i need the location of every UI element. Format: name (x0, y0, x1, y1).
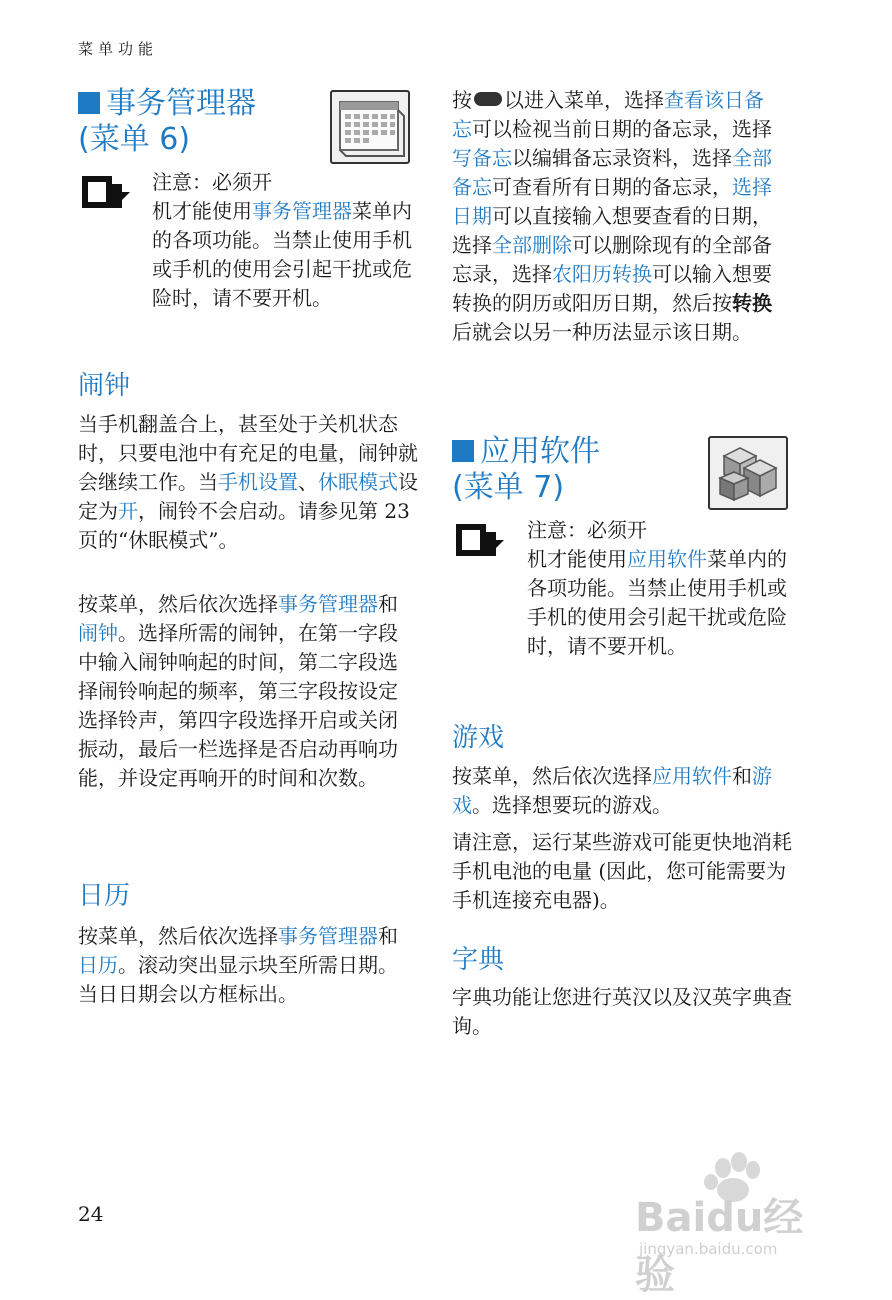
calendar-paragraph-1: 按菜单，然后依次选择事务管理器和日历。滚动突出显示块至所需日期。当日日期会以方框标出。 (78, 924, 398, 1006)
menu6-note-body: 机才能使用事务管理器菜单内的各项功能。当禁止使用手机或手机的使用会引起干扰或危险时，请不要开机。 (152, 199, 412, 310)
page-number: 24 (78, 1202, 104, 1226)
calendar-heading: 日历 (78, 881, 131, 911)
games-paragraph-2: 请注意，运行某些游戏可能更快地消耗手机电池的电量 (因此，您可能需要为手机连接充电器)。 (452, 830, 792, 912)
menu6-note-first-line: 注意：必须开 (152, 170, 272, 194)
square-bullet-icon (452, 440, 474, 462)
calendar-paragraph-2: 按 以进入菜单，选择查看该日备忘可以检视当前日期的备忘录，选择写备忘以编辑备忘录资料，选择全部备忘可查看所有日期的备忘录，选择日期可以直接输入想要查看的日期，选择全部删除可以删除现有的全部备忘录，选择农阳历转换可以输入想要转换的阴历或阳历日期，然后按转换后就会以另一种历法显示该日期。 (452, 88, 772, 344)
alarm-paragraph-2: 按菜单，然后依次选择事务管理器和闹钟。选择所需的闹钟，在第一字段中输入闹钟响起的时间，第二字段选择闹铃响起的频率，第三字段按设定选择铃声，第四字段选择开启或关闭振动，最后一栏选择是否启动再响功能，并设定再响开的时间和次数。 (78, 592, 398, 790)
menu7-title: 应用软件 (452, 434, 600, 470)
games-paragraph-1: 按菜单，然后依次选择应用软件和游戏。选择想要玩的游戏。 (452, 764, 772, 817)
calendar-icon (330, 90, 410, 164)
watermark-url: jingyan.baidu.com (639, 1240, 778, 1258)
dictionary-paragraph: 字典功能让您进行英汉以及汉英字典查询。 (452, 985, 792, 1038)
menu6-subtitle: (菜单 6) (78, 122, 191, 157)
menu-key-icon (474, 92, 502, 106)
menu7-note-first-line: 注意：必须开 (527, 518, 647, 542)
running-header: 菜单功能 (78, 40, 159, 58)
baidu-watermark (625, 1148, 815, 1298)
watermark-brand: Baidu经验 (635, 1195, 804, 1298)
menu6-title: 事务管理器 (78, 86, 256, 122)
alarm-heading: 闹钟 (78, 371, 131, 401)
square-bullet-icon (78, 92, 100, 114)
note-icon (452, 520, 506, 560)
menu7-note-body: 机才能使用应用软件菜单内的各项功能。当禁止使用手机或手机的使用会引起干扰或危险时，请不要开机。 (527, 547, 787, 658)
dictionary-heading: 字典 (452, 945, 505, 975)
apps-icon (708, 436, 788, 510)
alarm-paragraph-1: 当手机翻盖合上，甚至处于关机状态时，只要电池中有充足的电量，闹钟就会继续工作。当手机设置、休眠模式设定为开，闹铃不会启动。请参见第 23 页的“休眠模式”。 (78, 412, 418, 552)
menu7-subtitle: (菜单 7) (452, 470, 565, 505)
note-icon (78, 172, 132, 212)
games-heading: 游戏 (452, 723, 505, 753)
